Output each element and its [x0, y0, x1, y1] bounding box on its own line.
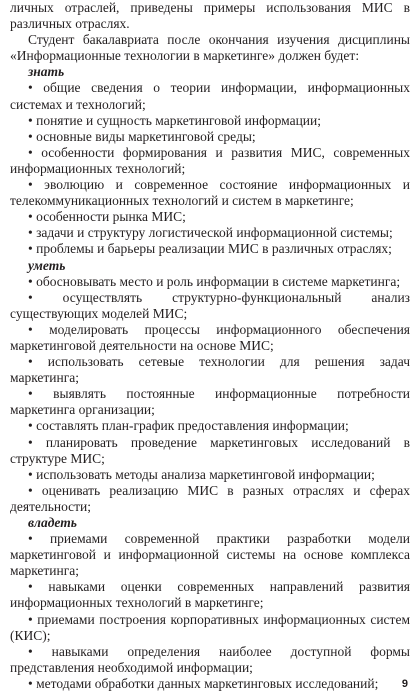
list-item: • оценивать реализацию МИС в разных отраслях и сферах деятельности;	[10, 482, 410, 514]
list-item: • навыками оценки современных направлений развития информационных технологий в маркетинге;	[10, 579, 410, 611]
list-item: • задачи и структуру логистической информационной системы;	[28, 225, 393, 241]
list-item: • выявлять постоянные информационные потребности маркетинга организации;	[10, 386, 410, 418]
list-item: • особенности рынка МИС;	[28, 209, 186, 225]
section-heading-umet: уметь	[28, 257, 66, 273]
list-item: • использовать сетевые технологии для решения задач маркетинга;	[10, 354, 410, 386]
list-item: • планировать проведение маркетинговых исследований в структуре МИС;	[10, 434, 410, 466]
paragraph-carry-over: личных отраслей, приведены примеры использования МИС в различных отраслях.	[10, 0, 410, 32]
list-item: • обосновывать место и роль информации в системе маркетинга;	[28, 273, 401, 289]
list-item: • понятие и сущность маркетинговой информации;	[28, 112, 321, 128]
list-item: • приемами построения корпоративных информационных систем (КИС);	[10, 611, 410, 643]
page-number: 9	[401, 678, 408, 690]
section-heading-znat: знать	[28, 64, 65, 80]
list-item: • общие сведения о теории информации, информационных системах и технологий;	[10, 80, 410, 112]
list-item: • проблемы и барьеры реализации МИС в различных отраслях;	[28, 241, 392, 257]
body-text	[10, 0, 410, 692]
list-item: • приемами современной практики разработки модели маркетинговой и информационной системы на основе комплекса маркетинга;	[10, 531, 410, 579]
list-item: • методами обработки данных маркетинговых исследований;	[28, 675, 379, 691]
list-item: • эволюцию и современное состояние информационных и телекоммуникационных технологий и систем в маркетинге;	[10, 177, 410, 209]
list-item: • осуществлять структурно-функциональный анализ существующих моделей МИС;	[10, 289, 410, 321]
list-item: • основные виды маркетинговой среды;	[28, 128, 256, 144]
list-item: • моделировать процессы информационного обеспечения маркетинговой деятельности на основе МИС;	[10, 321, 410, 353]
section-heading-vladet: владеть	[28, 515, 77, 530]
list-item: • составлять план-график предоставления информации;	[28, 418, 349, 434]
list-item: • особенности формирования и развития МИС, современных информационных технологий;	[10, 144, 410, 176]
paragraph-lead: Студент бакалавриата после окончания изучения дисциплины «Информационные технологии в маркетинге» должен будет:	[10, 32, 410, 64]
list-item: • навыками определения наиболее доступной формы представления необходимой информации;	[10, 643, 410, 675]
list-item: • использовать методы анализа маркетинговой информации;	[28, 466, 375, 482]
